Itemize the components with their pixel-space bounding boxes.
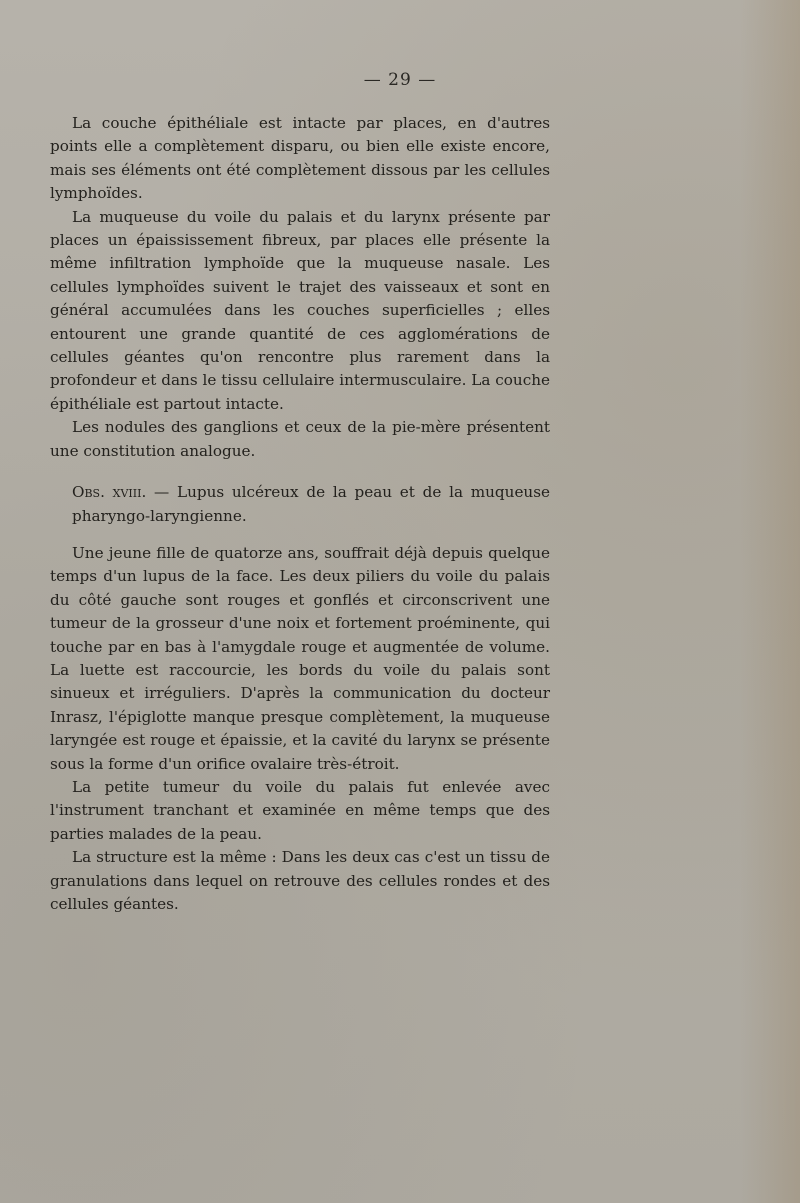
observation-title: — Lupus ulcéreux de la peau et de la muqueuse pharyngo-laryngienne. — [72, 483, 550, 525]
paragraph-5: La petite tumeur du voile du palais fut enlevée avec l'instrument tranchant et examinée en même temps que des parties malades de la peau. — [50, 777, 550, 843]
observation-label: Obs. xviii. — [72, 483, 147, 502]
paragraph-1: La couche épithéliale est intacte par places, en d'autres points elle a complètement disparu, ou bien elle existe encore, mais ses éléments ont été complètement dissous par les cellules lymphoïdes. — [50, 114, 550, 203]
observation-heading — [50, 481, 550, 528]
paragraph-4: Une jeune fille de quatorze ans, souffrait déjà depuis quelque temps d'un lupus de la face. Les deux piliers du voile du palais du côté gauche sont rouges et gonflés et circonscrivent une tumeur de la grosseur d'une noix et fortement proéminente, qui touche par en bas à l'amygdale rouge et augmentée de volume. La luette est raccourcie, les bords du voile du palais sont sinueux et irréguliers. D'après la communication du docteur Inrasz, l'épiglotte manque presque complètement, la muqueuse laryngée est rouge et épaissie, et la cavité du larynx se présente sous la forme d'un orifice ovalaire très-étroit. — [50, 543, 550, 773]
page-edge-stain — [740, 0, 800, 1203]
body-text — [50, 112, 550, 916]
paragraph-2: La muqueuse du voile du palais et du larynx présente par places un épaississement fibreux, par places elle présente la même infiltration lymphoïde que la muqueuse nasale. Les cellules lymphoïdes suivent le trajet des vaisseaux et sont en général accumulées dans les couches superficielles ; elles entourent une grande quantité de ces agglomérations de cellules géantes qu'on rencontre plus rarement dans la profondeur et dans le tissu cellulaire intermusculaire. La couche épithéliale est partout intacte. — [50, 207, 550, 413]
page-number: — 29 — — [363, 70, 437, 90]
paragraph-3: Les nodules des ganglions et ceux de la pie-mère présentent une constitution analogue. — [50, 418, 550, 460]
paragraph-6: La structure est la même : Dans les deux cas c'est un tissu de granulations dans lequel on retrouve des cellules rondes et des cellules géantes. — [50, 848, 550, 913]
